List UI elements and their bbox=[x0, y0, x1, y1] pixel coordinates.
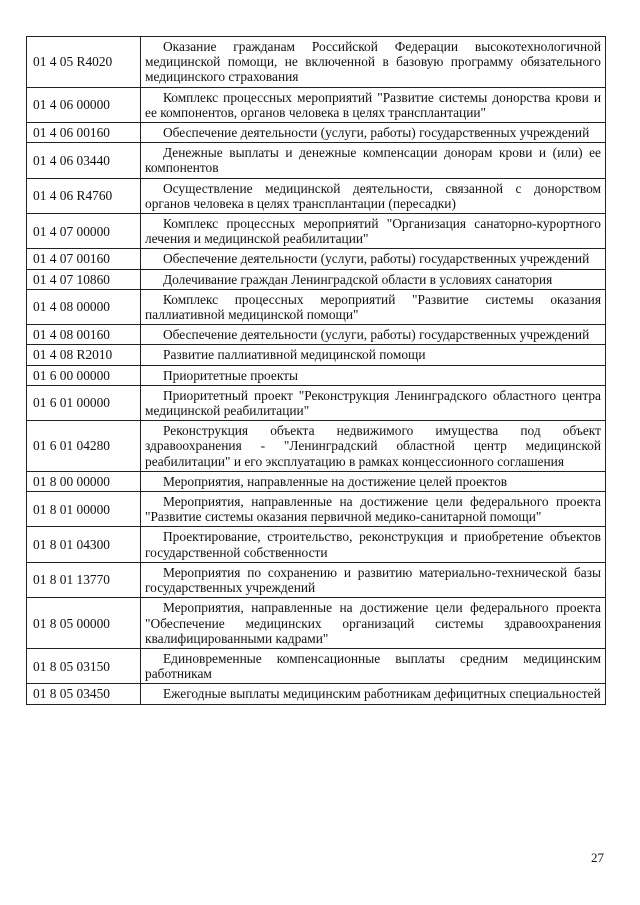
table-row bbox=[27, 289, 606, 324]
row-code: 01 8 01 00000 bbox=[27, 492, 141, 527]
table-row bbox=[27, 269, 606, 289]
row-description: Комплекс процессных мероприятий "Организация санаторно-курортного лечения и медицинской реабилитации" bbox=[141, 214, 606, 249]
table-row bbox=[27, 214, 606, 249]
row-description: Комплекс процессных мероприятий "Развитие системы оказания паллиативной медицинской помощи" bbox=[141, 289, 606, 324]
row-description: Мероприятия, направленные на достижение цели федерального проекта "Развитие системы оказания первичной медико-санитарной помощи" bbox=[141, 492, 606, 527]
row-code: 01 4 06 00160 bbox=[27, 123, 141, 143]
row-description: Проектирование, строительство, реконструкция и приобретение объектов государственной собственности bbox=[141, 527, 606, 562]
table-row bbox=[27, 249, 606, 269]
row-description: Обеспечение деятельности (услуги, работы) государственных учреждений bbox=[141, 249, 606, 269]
row-description: Приоритетный проект "Реконструкция Ленинградского областного центра медицинской реабилитации" bbox=[141, 385, 606, 420]
row-description: Оказание гражданам Российской Федерации высокотехнологичной медицинской помощи, не включенной в базовую программу обязательного медицинского страхования bbox=[141, 37, 606, 88]
row-code: 01 6 01 04280 bbox=[27, 421, 141, 472]
table-body bbox=[27, 37, 606, 705]
row-description: Обеспечение деятельности (услуги, работы) государственных учреждений bbox=[141, 325, 606, 345]
row-code: 01 4 08 00000 bbox=[27, 289, 141, 324]
row-code: 01 8 05 00000 bbox=[27, 598, 141, 649]
row-code: 01 4 08 R2010 bbox=[27, 345, 141, 365]
row-description: Мероприятия, направленные на достижение цели федерального проекта "Обеспечение медицинских организаций системы здравоохранения квалифицированными кадрами" bbox=[141, 598, 606, 649]
row-code: 01 8 05 03150 bbox=[27, 648, 141, 683]
row-code: 01 4 07 00160 bbox=[27, 249, 141, 269]
table-row bbox=[27, 345, 606, 365]
page-number: 27 bbox=[591, 850, 604, 865]
table-row bbox=[27, 385, 606, 420]
table-row bbox=[27, 471, 606, 491]
table-row bbox=[27, 365, 606, 385]
row-code: 01 8 00 00000 bbox=[27, 471, 141, 491]
table-row bbox=[27, 492, 606, 527]
table-row bbox=[27, 421, 606, 472]
row-code: 01 4 07 10860 bbox=[27, 269, 141, 289]
table-row bbox=[27, 87, 606, 122]
row-description: Приоритетные проекты bbox=[141, 365, 606, 385]
row-code: 01 8 05 03450 bbox=[27, 684, 141, 704]
row-description: Единовременные компенсационные выплаты средним медицинским работникам bbox=[141, 648, 606, 683]
row-description: Обеспечение деятельности (услуги, работы) государственных учреждений bbox=[141, 123, 606, 143]
table-row bbox=[27, 562, 606, 597]
row-code: 01 8 01 04300 bbox=[27, 527, 141, 562]
table-row bbox=[27, 648, 606, 683]
row-code: 01 8 01 13770 bbox=[27, 562, 141, 597]
table-row bbox=[27, 37, 606, 88]
table-row bbox=[27, 143, 606, 178]
row-description: Ежегодные выплаты медицинским работникам дефицитных специальностей bbox=[141, 684, 606, 704]
row-code: 01 4 08 00160 bbox=[27, 325, 141, 345]
budget-classification-table bbox=[26, 36, 606, 705]
row-code: 01 6 01 00000 bbox=[27, 385, 141, 420]
row-description: Долечивание граждан Ленинградской области в условиях санатория bbox=[141, 269, 606, 289]
row-description: Осуществление медицинской деятельности, связанной с донорством органов человека в целях трансплантации (пересадки) bbox=[141, 178, 606, 213]
row-description: Развитие паллиативной медицинской помощи bbox=[141, 345, 606, 365]
row-code: 01 6 00 00000 bbox=[27, 365, 141, 385]
row-code: 01 4 05 R4020 bbox=[27, 37, 141, 88]
row-code: 01 4 06 R4760 bbox=[27, 178, 141, 213]
row-description: Реконструкция объекта недвижимого имущества под объект здравоохранения - "Ленинградский областной центр медицинской реабилитации" и его эксплуатацию в рамках концессионного соглашения bbox=[141, 421, 606, 472]
row-description: Денежные выплаты и денежные компенсации донорам крови и (или) ее компонентов bbox=[141, 143, 606, 178]
row-code: 01 4 06 00000 bbox=[27, 87, 141, 122]
row-description: Мероприятия, направленные на достижение целей проектов bbox=[141, 471, 606, 491]
table-row bbox=[27, 325, 606, 345]
row-description: Мероприятия по сохранению и развитию материально-технической базы государственных учреждений bbox=[141, 562, 606, 597]
table-row bbox=[27, 684, 606, 704]
table-row bbox=[27, 527, 606, 562]
row-code: 01 4 06 03440 bbox=[27, 143, 141, 178]
table-row bbox=[27, 123, 606, 143]
table-row bbox=[27, 598, 606, 649]
table-row bbox=[27, 178, 606, 213]
row-description: Комплекс процессных мероприятий "Развитие системы донорства крови и ее компонентов, органов человека в целях трансплантации" bbox=[141, 87, 606, 122]
row-code: 01 4 07 00000 bbox=[27, 214, 141, 249]
